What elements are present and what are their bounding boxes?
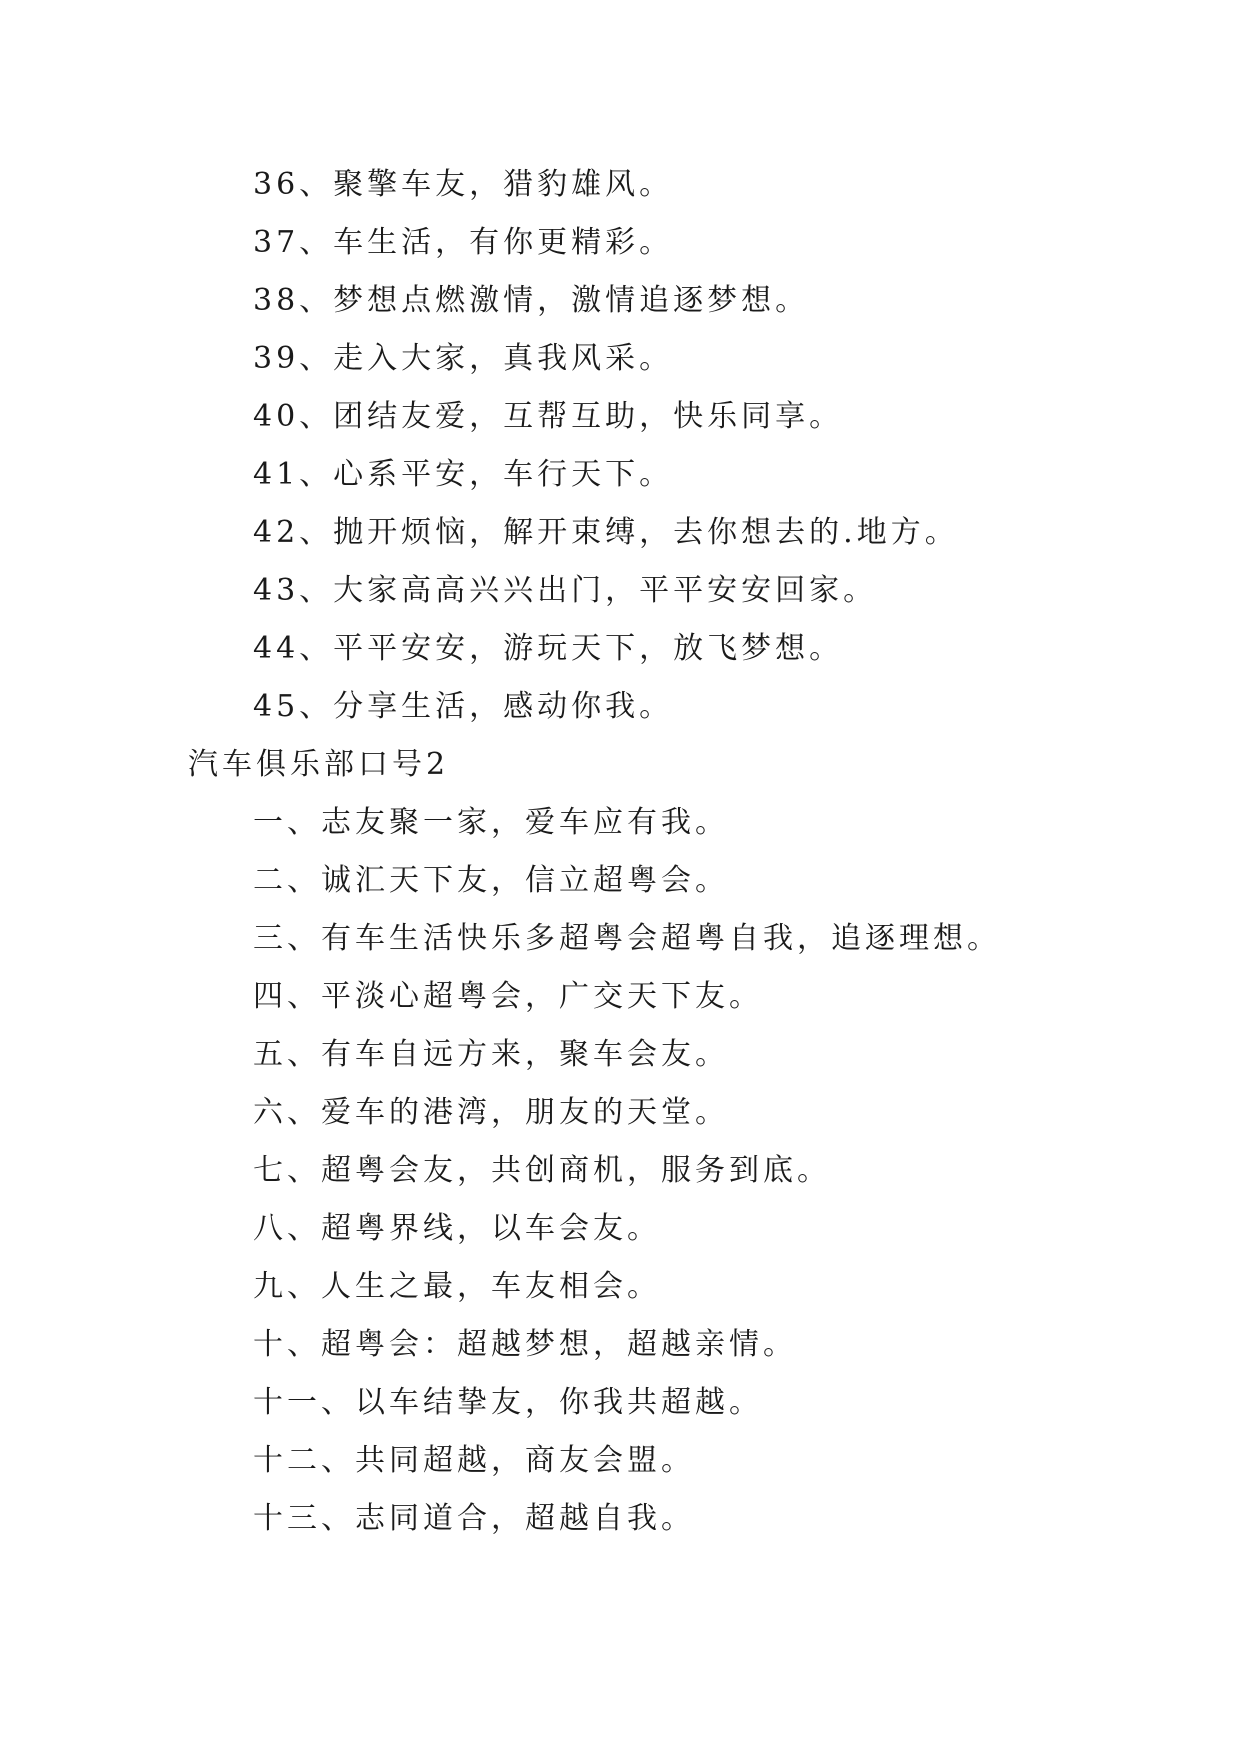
- list-item: 十二、共同超越，商友会盟。: [253, 1443, 695, 1478]
- list-item: 37、车生活，有你更精彩。: [253, 225, 674, 260]
- list-item: 十三、志同道合，超越自我。: [253, 1501, 695, 1536]
- list-item: 39、走入大家，真我风采。: [253, 341, 674, 376]
- list-item: 44、平平安安，游玩天下，放飞梦想。: [253, 631, 844, 666]
- list-item: 40、团结友爱，互帮互助，快乐同享。: [253, 399, 844, 434]
- list-item: 六、爱车的港湾，朋友的天堂。: [253, 1095, 729, 1130]
- list-item: 八、超粤界线，以车会友。: [253, 1211, 661, 1246]
- list-item: 十一、以车结挚友，你我共超越。: [253, 1385, 763, 1420]
- section-heading: 汽车俱乐部口号2: [188, 747, 450, 782]
- list-item: 七、超粤会友，共创商机，服务到底。: [253, 1153, 831, 1188]
- list-item: 三、有车生活快乐多超粤会超粤自我，追逐理想。: [253, 921, 1001, 956]
- list-item: 43、大家高高兴兴出门，平平安安回家。: [253, 573, 878, 608]
- list-item: 十、超粤会：超越梦想，超越亲情。: [253, 1327, 797, 1362]
- list-item: 五、有车自远方来，聚车会友。: [253, 1037, 729, 1072]
- list-item: 42、抛开烦恼，解开束缚，去你想去的.地方。: [253, 515, 959, 550]
- list-item: 九、人生之最，车友相会。: [253, 1269, 661, 1304]
- list-item: 二、诚汇天下友，信立超粤会。: [253, 863, 729, 898]
- list-item: 一、志友聚一家，爱车应有我。: [253, 805, 729, 840]
- list-item: 41、心系平安，车行天下。: [253, 457, 674, 492]
- list-item: 四、平淡心超粤会，广交天下友。: [253, 979, 763, 1014]
- list-item: 38、梦想点燃激情，激情追逐梦想。: [253, 283, 810, 318]
- list-item: 45、分享生活，感动你我。: [253, 689, 674, 724]
- list-item: 36、聚擎车友，猎豹雄风。: [253, 167, 674, 202]
